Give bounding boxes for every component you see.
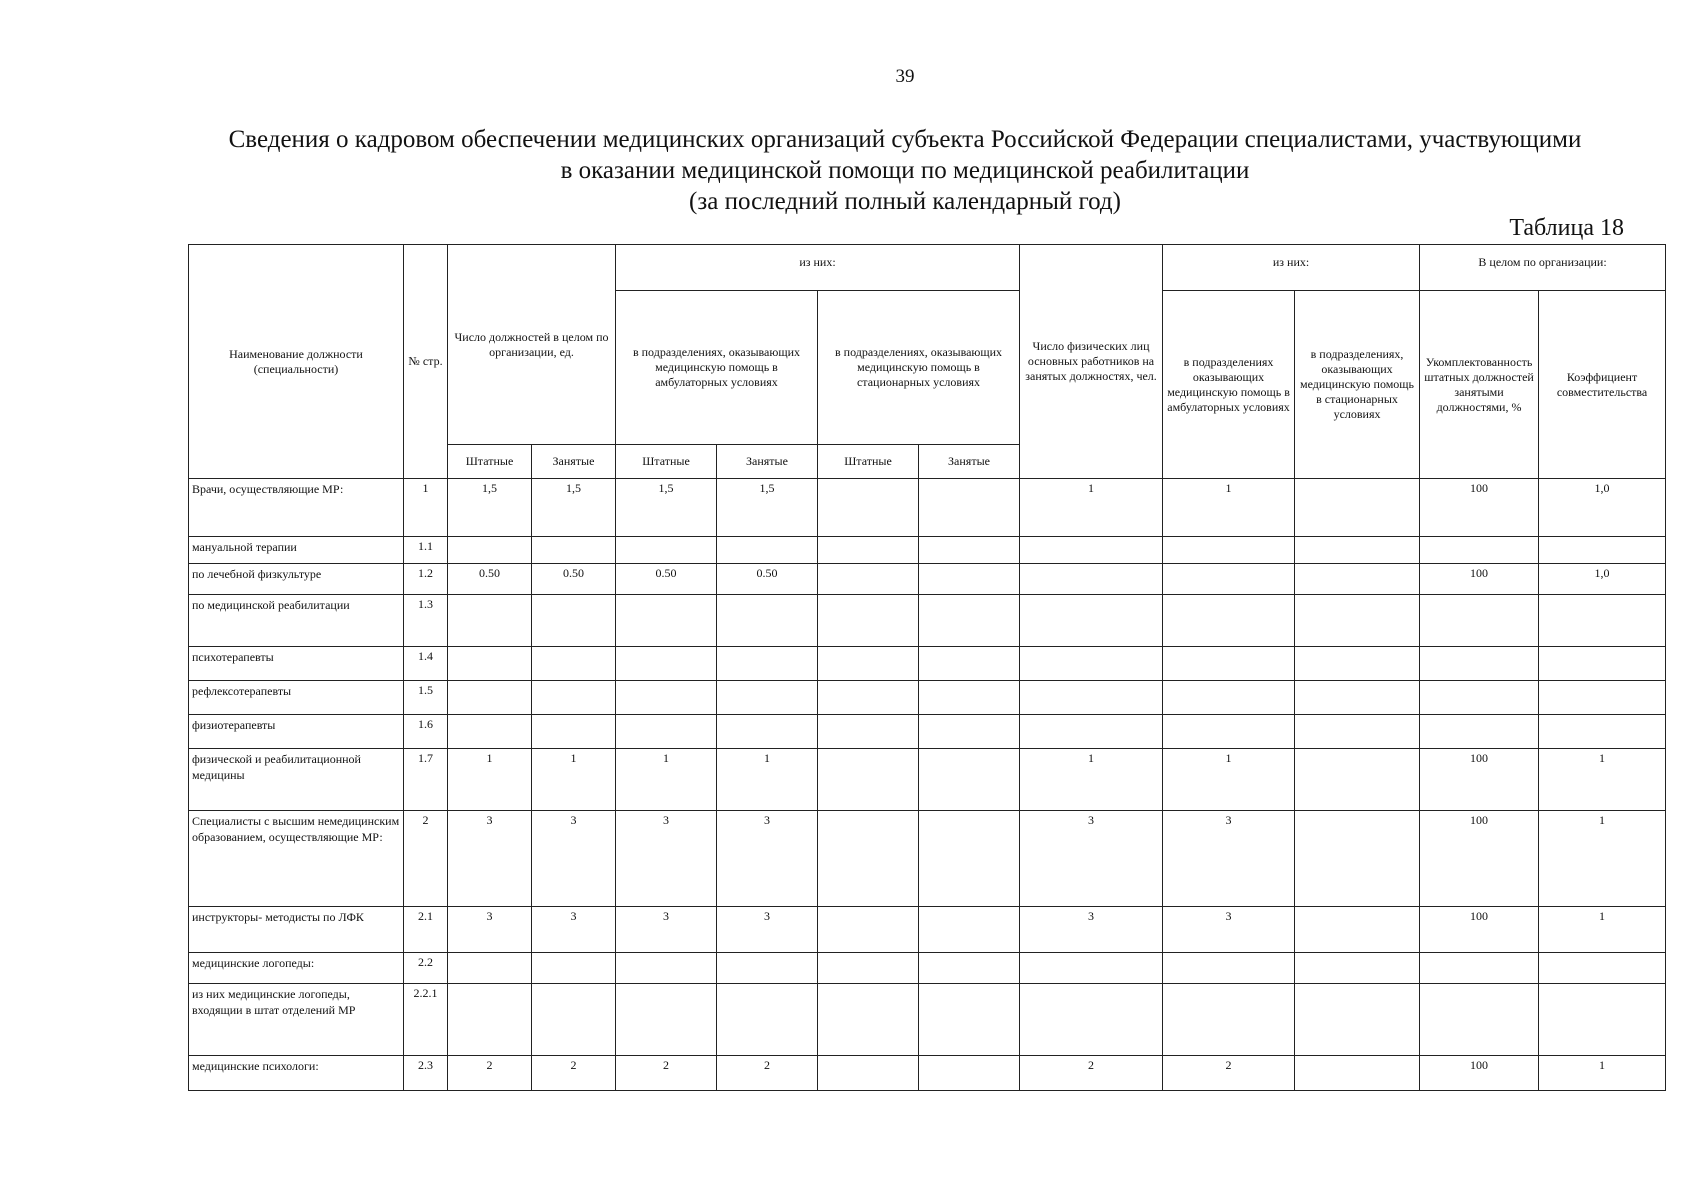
header-positions-total: Число должностей в целом по организации, ед.: [448, 245, 616, 445]
inpatient-occupied-cell: [919, 984, 1020, 1056]
staffing-rate-cell: 100: [1420, 1056, 1539, 1091]
table-row: [189, 984, 1666, 1056]
physical-persons-cell: [1020, 953, 1163, 984]
header-of-them-2: из них:: [1163, 245, 1420, 291]
table-row: [189, 1056, 1666, 1091]
physical-persons-cell: [1020, 595, 1163, 647]
positions-occupied-cell: [532, 984, 616, 1056]
staffing-rate-cell: 100: [1420, 811, 1539, 907]
inpatient-staffed-cell: [818, 984, 919, 1056]
row-number: 1.6: [404, 715, 448, 749]
outpatient-occupied-cell: [717, 647, 818, 681]
persons-outpatient-cell: [1163, 953, 1295, 984]
table-row: [189, 749, 1666, 811]
row-name: физиотерапевты: [189, 715, 404, 749]
persons-outpatient-cell: 2: [1163, 1056, 1295, 1091]
outpatient-staffed-cell: [616, 984, 717, 1056]
positions-staffed-cell: [448, 537, 532, 564]
header-persons-outpatient: в подразделениях оказывающих медицинскую помощь в амбулаторных условиях: [1163, 291, 1295, 479]
inpatient-staffed-cell: [818, 715, 919, 749]
header-of-them-1: из них:: [616, 245, 1020, 291]
staffing-table: [188, 244, 1666, 1091]
inpatient-staffed-cell: [818, 595, 919, 647]
inpatient-staffed-cell: [818, 647, 919, 681]
persons-inpatient-cell: [1295, 953, 1420, 984]
physical-persons-cell: [1020, 537, 1163, 564]
row-number: 1.3: [404, 595, 448, 647]
header-occupied-inpatient: Занятые: [919, 445, 1020, 479]
outpatient-staffed-cell: [616, 681, 717, 715]
row-number: 2.3: [404, 1056, 448, 1091]
row-name: Специалисты с высшим немедицинским образованием, осуществляющие МР:: [189, 811, 404, 907]
table-row: [189, 479, 1666, 537]
header-org-total: В целом по организации:: [1420, 245, 1666, 291]
positions-staffed-cell: [448, 984, 532, 1056]
inpatient-occupied-cell: [919, 811, 1020, 907]
header-outpatient-units: в подразделениях, оказывающих медицинскую помощь в амбулаторных условиях: [616, 291, 818, 445]
persons-outpatient-cell: 1: [1163, 479, 1295, 537]
outpatient-staffed-cell: 3: [616, 907, 717, 953]
inpatient-occupied-cell: [919, 749, 1020, 811]
page-number: 39: [895, 66, 915, 87]
inpatient-staffed-cell: [818, 749, 919, 811]
persons-inpatient-cell: [1295, 1056, 1420, 1091]
table-row: [189, 953, 1666, 984]
inpatient-staffed-cell: [818, 681, 919, 715]
positions-occupied-cell: 3: [532, 811, 616, 907]
combination-ratio-cell: [1539, 984, 1666, 1056]
staffing-rate-cell: [1420, 715, 1539, 749]
row-name: из них медицинские логопеды, входящии в штат отделений МР: [189, 984, 404, 1056]
table-row: [189, 647, 1666, 681]
positions-occupied-cell: [532, 953, 616, 984]
physical-persons-cell: 1: [1020, 749, 1163, 811]
positions-occupied-cell: 2: [532, 1056, 616, 1091]
inpatient-occupied-cell: [919, 647, 1020, 681]
row-name: инструкторы- методисты по ЛФК: [189, 907, 404, 953]
persons-outpatient-cell: [1163, 537, 1295, 564]
row-name: медицинские психологи:: [189, 1056, 404, 1091]
positions-staffed-cell: 3: [448, 907, 532, 953]
outpatient-occupied-cell: [717, 715, 818, 749]
positions-occupied-cell: [532, 537, 616, 564]
persons-outpatient-cell: 3: [1163, 811, 1295, 907]
inpatient-staffed-cell: [818, 479, 919, 537]
outpatient-occupied-cell: [717, 953, 818, 984]
physical-persons-cell: [1020, 681, 1163, 715]
staffing-rate-cell: 100: [1420, 749, 1539, 811]
positions-staffed-cell: 1,5: [448, 479, 532, 537]
outpatient-occupied-cell: 0.50: [717, 564, 818, 595]
outpatient-staffed-cell: 0.50: [616, 564, 717, 595]
inpatient-occupied-cell: [919, 537, 1020, 564]
table-row: [189, 681, 1666, 715]
header-occupied-outpatient: Занятые: [717, 445, 818, 479]
outpatient-staffed-cell: [616, 953, 717, 984]
persons-inpatient-cell: [1295, 647, 1420, 681]
inpatient-occupied-cell: [919, 715, 1020, 749]
header-row-no: № стр.: [404, 245, 448, 479]
header-staffed-total: Штатные: [448, 445, 532, 479]
inpatient-occupied-cell: [919, 1056, 1020, 1091]
row-name: Врачи, осуществляющие МР:: [189, 479, 404, 537]
outpatient-occupied-cell: 3: [717, 907, 818, 953]
staffing-rate-cell: 100: [1420, 907, 1539, 953]
staffing-rate-cell: [1420, 681, 1539, 715]
table-label: Таблица 18: [1509, 215, 1624, 241]
header-persons-inpatient: в подразделениях, оказывающих медицинскую помощь в стационарных условиях: [1295, 291, 1420, 479]
combination-ratio-cell: 1: [1539, 749, 1666, 811]
positions-staffed-cell: 3: [448, 811, 532, 907]
inpatient-staffed-cell: [818, 537, 919, 564]
staffing-rate-cell: [1420, 595, 1539, 647]
physical-persons-cell: [1020, 984, 1163, 1056]
inpatient-occupied-cell: [919, 681, 1020, 715]
outpatient-occupied-cell: 2: [717, 1056, 818, 1091]
row-number: 1.5: [404, 681, 448, 715]
inpatient-staffed-cell: [818, 907, 919, 953]
header-combination-ratio: Коэффициент совместительства: [1539, 291, 1666, 479]
inpatient-staffed-cell: [818, 811, 919, 907]
staffing-rate-cell: 100: [1420, 479, 1539, 537]
persons-outpatient-cell: 1: [1163, 749, 1295, 811]
positions-staffed-cell: 0.50: [448, 564, 532, 595]
positions-occupied-cell: 0.50: [532, 564, 616, 595]
table-row: [189, 811, 1666, 907]
persons-outpatient-cell: [1163, 715, 1295, 749]
combination-ratio-cell: [1539, 595, 1666, 647]
outpatient-occupied-cell: [717, 537, 818, 564]
persons-outpatient-cell: [1163, 595, 1295, 647]
staffing-rate-cell: [1420, 953, 1539, 984]
title-line-3: (за последний полный календарный год): [689, 188, 1121, 215]
outpatient-occupied-cell: 1,5: [717, 479, 818, 537]
positions-occupied-cell: 1: [532, 749, 616, 811]
persons-inpatient-cell: [1295, 907, 1420, 953]
persons-inpatient-cell: [1295, 595, 1420, 647]
staffing-rate-cell: [1420, 537, 1539, 564]
inpatient-occupied-cell: [919, 479, 1020, 537]
persons-inpatient-cell: [1295, 749, 1420, 811]
physical-persons-cell: 1: [1020, 479, 1163, 537]
table-row: [189, 537, 1666, 564]
staffing-rate-cell: [1420, 984, 1539, 1056]
persons-outpatient-cell: [1163, 681, 1295, 715]
outpatient-staffed-cell: [616, 715, 717, 749]
outpatient-staffed-cell: [616, 647, 717, 681]
inpatient-occupied-cell: [919, 907, 1020, 953]
row-name: физической и реабилитационной медицины: [189, 749, 404, 811]
persons-inpatient-cell: [1295, 537, 1420, 564]
title-line-1: Сведения о кадровом обеспечении медицинских организаций субъекта Российской Федерации специалистами, участвующими: [228, 126, 1582, 153]
header-staffed-outpatient: Штатные: [616, 445, 717, 479]
combination-ratio-cell: [1539, 647, 1666, 681]
positions-staffed-cell: [448, 681, 532, 715]
physical-persons-cell: 2: [1020, 1056, 1163, 1091]
header-physical-persons: Число физических лиц основных работников на занятых должностях, чел.: [1020, 245, 1163, 479]
persons-inpatient-cell: [1295, 564, 1420, 595]
positions-staffed-cell: [448, 595, 532, 647]
persons-inpatient-cell: [1295, 479, 1420, 537]
header-inpatient-units: в подразделениях, оказывающих медицинскую помощь в стационарных условиях: [818, 291, 1020, 445]
header-occupied-total: Занятые: [532, 445, 616, 479]
combination-ratio-cell: [1539, 537, 1666, 564]
row-number: 1: [404, 479, 448, 537]
physical-persons-cell: [1020, 564, 1163, 595]
outpatient-staffed-cell: 3: [616, 811, 717, 907]
physical-persons-cell: 3: [1020, 811, 1163, 907]
physical-persons-cell: 3: [1020, 907, 1163, 953]
inpatient-occupied-cell: [919, 564, 1020, 595]
inpatient-staffed-cell: [818, 1056, 919, 1091]
inpatient-occupied-cell: [919, 595, 1020, 647]
positions-staffed-cell: [448, 715, 532, 749]
persons-outpatient-cell: [1163, 564, 1295, 595]
outpatient-staffed-cell: 2: [616, 1056, 717, 1091]
positions-staffed-cell: [448, 953, 532, 984]
persons-outpatient-cell: [1163, 647, 1295, 681]
row-number: 1.2: [404, 564, 448, 595]
row-number: 1.4: [404, 647, 448, 681]
outpatient-staffed-cell: 1: [616, 749, 717, 811]
positions-occupied-cell: 3: [532, 907, 616, 953]
table-row: [189, 595, 1666, 647]
outpatient-staffed-cell: [616, 537, 717, 564]
combination-ratio-cell: 1: [1539, 811, 1666, 907]
combination-ratio-cell: 1,0: [1539, 479, 1666, 537]
persons-outpatient-cell: 3: [1163, 907, 1295, 953]
row-name: мануальной терапии: [189, 537, 404, 564]
table-row: [189, 907, 1666, 953]
persons-inpatient-cell: [1295, 681, 1420, 715]
positions-staffed-cell: 1: [448, 749, 532, 811]
row-number: 2.1: [404, 907, 448, 953]
physical-persons-cell: [1020, 647, 1163, 681]
combination-ratio-cell: 1,0: [1539, 564, 1666, 595]
staffing-rate-cell: 100: [1420, 564, 1539, 595]
combination-ratio-cell: [1539, 715, 1666, 749]
document-title: [150, 124, 1660, 217]
row-name: по лечебной физкультуре: [189, 564, 404, 595]
persons-inpatient-cell: [1295, 984, 1420, 1056]
positions-occupied-cell: [532, 595, 616, 647]
outpatient-occupied-cell: 1: [717, 749, 818, 811]
header-staffed-inpatient: Штатные: [818, 445, 919, 479]
row-name: психотерапевты: [189, 647, 404, 681]
table-row: [189, 715, 1666, 749]
row-number: 2: [404, 811, 448, 907]
combination-ratio-cell: 1: [1539, 907, 1666, 953]
outpatient-occupied-cell: [717, 984, 818, 1056]
positions-occupied-cell: [532, 681, 616, 715]
row-name: медицинские логопеды:: [189, 953, 404, 984]
outpatient-occupied-cell: [717, 595, 818, 647]
outpatient-occupied-cell: 3: [717, 811, 818, 907]
outpatient-staffed-cell: [616, 595, 717, 647]
combination-ratio-cell: 1: [1539, 1056, 1666, 1091]
row-number: 2.2.1: [404, 984, 448, 1056]
persons-inpatient-cell: [1295, 715, 1420, 749]
table-row: [189, 564, 1666, 595]
row-name: по медицинской реабилитации: [189, 595, 404, 647]
outpatient-staffed-cell: 1,5: [616, 479, 717, 537]
inpatient-staffed-cell: [818, 953, 919, 984]
row-number: 1.7: [404, 749, 448, 811]
header-staffing-rate: Укомплектованность штатных должностей занятыми должностями, %: [1420, 291, 1539, 479]
outpatient-occupied-cell: [717, 681, 818, 715]
positions-occupied-cell: [532, 715, 616, 749]
staffing-rate-cell: [1420, 647, 1539, 681]
physical-persons-cell: [1020, 715, 1163, 749]
positions-occupied-cell: 1,5: [532, 479, 616, 537]
row-number: 2.2: [404, 953, 448, 984]
positions-occupied-cell: [532, 647, 616, 681]
persons-inpatient-cell: [1295, 811, 1420, 907]
positions-staffed-cell: 2: [448, 1056, 532, 1091]
row-number: 1.1: [404, 537, 448, 564]
inpatient-occupied-cell: [919, 953, 1020, 984]
combination-ratio-cell: [1539, 681, 1666, 715]
table-body: [189, 479, 1666, 1091]
inpatient-staffed-cell: [818, 564, 919, 595]
header-name: Наименование должности (специальности): [189, 245, 404, 479]
row-name: рефлексотерапевты: [189, 681, 404, 715]
combination-ratio-cell: [1539, 953, 1666, 984]
title-line-2: в оказании медицинской помощи по медицинской реабилитации: [560, 157, 1250, 184]
persons-outpatient-cell: [1163, 984, 1295, 1056]
positions-staffed-cell: [448, 647, 532, 681]
